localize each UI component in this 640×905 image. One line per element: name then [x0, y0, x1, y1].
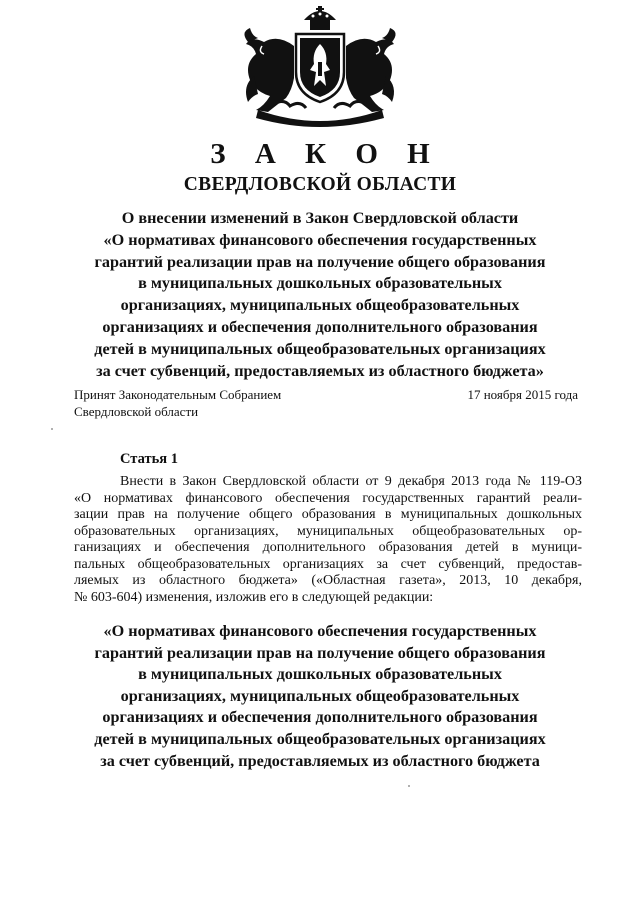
- heading-line: гарантий реализации прав на получение общего образования: [94, 252, 546, 271]
- quote-line: детей в муниципальных общеобразовательных организациях: [94, 729, 546, 748]
- article-line: пальных общеобразовательных организациях за счет субвенций, предостав-: [74, 556, 582, 572]
- article-line: «О нормативах финансового обеспечения государственных гарантий реали-: [74, 490, 582, 506]
- accepted-line: Принят Законодательным Собранием: [74, 387, 282, 402]
- quote-line: организациях и обеспечения дополнительного образования: [102, 708, 538, 727]
- crown-icon: [304, 6, 336, 30]
- heading-line: детей в муниципальных общеобразовательных организациях: [94, 339, 546, 358]
- heading-line: организациях и обеспечения дополнительного образования: [102, 317, 538, 336]
- accepted-by: [74, 387, 281, 420]
- heading-line: организациях, муниципальных общеобразовательных: [120, 296, 520, 315]
- left-sable-icon: [244, 28, 294, 112]
- accepted-line: Свердловской области: [74, 403, 199, 419]
- article-line: ляемых из областного бюджета» («Областная газета», 2013, 10 декабря,: [74, 573, 582, 588]
- heading-line: за счет субвенций, предоставляемых из областного бюджета»: [96, 361, 544, 380]
- article-title: Статья 1: [120, 451, 178, 467]
- shield-icon: [296, 34, 344, 102]
- heading-line: в муниципальных дошкольных образовательных: [138, 274, 502, 293]
- article-body: [74, 474, 582, 606]
- quote-line: организациях, муниципальных общеобразовательных: [120, 686, 520, 705]
- quote-line: в муниципальных дошкольных образовательных: [138, 665, 502, 684]
- article-line: образовательных организациях, муниципальных общеобразовательных ор-: [74, 523, 582, 539]
- region-title: СВЕРДЛОВСКОЙ ОБЛАСТИ: [183, 174, 457, 195]
- article-line: № 603-604) изменения, изложив его в следующей редакции:: [74, 589, 434, 605]
- document-type-title: З А К О Н: [210, 138, 441, 170]
- law-heading: [60, 208, 580, 382]
- coat-of-arms-emblem: [234, 6, 406, 128]
- heading-line: «О нормативах финансового обеспечения государственных: [103, 230, 537, 249]
- article-line: зации прав на получение общего образования в муниципальных дошкольных: [74, 507, 582, 522]
- scan-speck: [51, 428, 53, 430]
- quote-line: гарантий реализации прав на получение общего образования: [94, 643, 546, 662]
- quote-line: за счет субвенций, предоставляемых из областного бюджета: [100, 751, 540, 770]
- heading-line: О внесении изменений в Закон Свердловской области: [121, 209, 519, 227]
- scan-speck: [408, 785, 410, 787]
- right-sable-icon: [346, 28, 396, 112]
- adoption-date: 17 ноября 2015 года: [467, 387, 578, 402]
- article-line: ганизациях и обеспечения дополнительного образования детей в муници-: [74, 540, 582, 555]
- article-line: Внести в Закон Свердловской области от 9 декабря 2013 года № 119-ОЗ: [120, 474, 582, 489]
- new-title-quote: [60, 621, 580, 772]
- quote-line: «О нормативах финансового обеспечения государственных: [103, 622, 537, 640]
